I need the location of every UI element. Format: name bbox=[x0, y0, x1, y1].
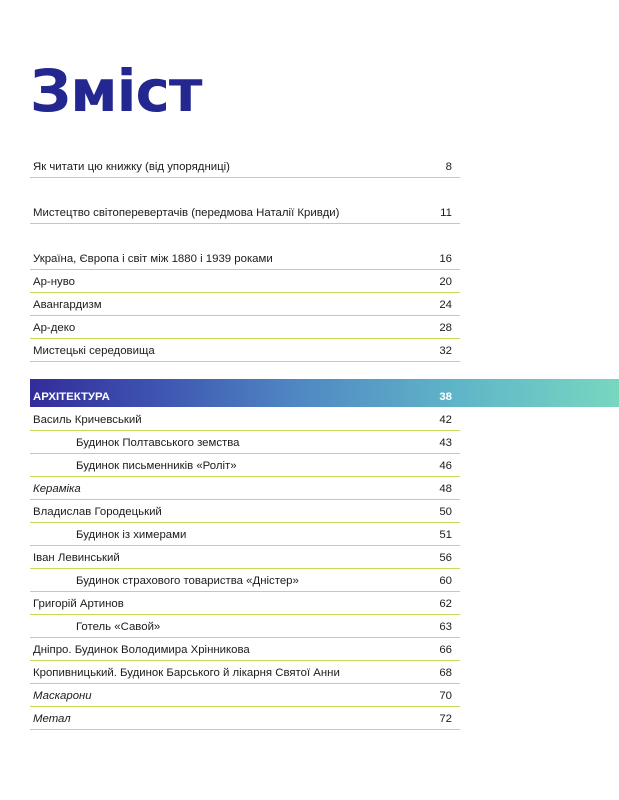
toc-entry-page: 11 bbox=[440, 206, 452, 219]
toc-entry-label: Дніпро. Будинок Володимира Хрінникова bbox=[33, 643, 250, 656]
toc-entry-label: Будинок Полтавського земства bbox=[76, 436, 240, 449]
toc-entry-label: Іван Левинський bbox=[33, 551, 120, 564]
toc-entry-page: 16 bbox=[439, 252, 452, 265]
toc-entry-topic[interactable] bbox=[30, 684, 460, 707]
toc-entry-page: 28 bbox=[439, 321, 452, 334]
toc-entry-label: Готель «Савой» bbox=[76, 620, 161, 633]
toc-subentry[interactable] bbox=[30, 569, 460, 592]
toc-entry-topic[interactable] bbox=[30, 707, 460, 730]
toc-entry-label: Будинок письменників «Роліт» bbox=[76, 459, 237, 472]
toc-entry-page: 50 bbox=[439, 505, 452, 518]
toc-entry-page: 72 bbox=[439, 712, 452, 725]
toc-entry-label: Ар-деко bbox=[33, 321, 76, 334]
toc-entry-page: 46 bbox=[439, 459, 452, 472]
toc-subentry[interactable] bbox=[30, 523, 460, 546]
section-header-page: 38 bbox=[439, 390, 452, 403]
toc-entry[interactable] bbox=[30, 201, 460, 224]
toc-entry[interactable] bbox=[30, 293, 460, 316]
toc-entry-page: 51 bbox=[439, 528, 452, 541]
toc-subentry[interactable] bbox=[30, 454, 460, 477]
toc-entry[interactable] bbox=[30, 500, 460, 523]
toc-entry[interactable] bbox=[30, 408, 460, 431]
toc-entry-page: 70 bbox=[439, 689, 452, 702]
toc-entry-label: Владислав Городецький bbox=[33, 505, 162, 518]
toc-entry-page: 56 bbox=[439, 551, 452, 564]
toc-entry-page: 24 bbox=[439, 298, 452, 311]
toc-entry[interactable] bbox=[30, 155, 460, 178]
toc-entry-label: Григорій Артинов bbox=[33, 597, 124, 610]
toc-entry-page: 20 bbox=[439, 275, 452, 288]
toc-entry-label: Будинок із химерами bbox=[76, 528, 187, 541]
toc-entry-page: 8 bbox=[445, 160, 452, 173]
toc-entry-page: 42 bbox=[439, 413, 452, 426]
toc-entry[interactable] bbox=[30, 316, 460, 339]
toc-entry[interactable] bbox=[30, 339, 460, 362]
toc-subentry[interactable] bbox=[30, 615, 460, 638]
toc-entry[interactable] bbox=[30, 638, 460, 661]
toc-entry-label: Україна, Європа і світ між 1880 і 1939 роками bbox=[33, 252, 273, 265]
toc-entry-page: 60 bbox=[439, 574, 452, 587]
toc-entry-topic[interactable] bbox=[30, 477, 460, 500]
toc-entry[interactable] bbox=[30, 247, 460, 270]
toc-entry-page: 62 bbox=[439, 597, 452, 610]
section-header-architecture[interactable] bbox=[30, 384, 460, 407]
toc-entry[interactable] bbox=[30, 661, 460, 684]
toc-entry-label: Авангардизм bbox=[33, 298, 102, 311]
toc-subentry[interactable] bbox=[30, 431, 460, 454]
toc-entry-label: Кропивницький. Будинок Барського й лікарня Святої Анни bbox=[33, 666, 340, 679]
toc-entry-label: Маскарони bbox=[33, 689, 92, 702]
toc-entry-label: Кераміка bbox=[33, 482, 81, 495]
toc-entry-label: Як читати цю книжку (від упорядниці) bbox=[33, 160, 230, 173]
toc-entry[interactable] bbox=[30, 592, 460, 615]
toc-entry-label: Мистецтво світоперевертачів (передмова Наталії Кривди) bbox=[33, 206, 340, 219]
toc-entry-page: 32 bbox=[439, 344, 452, 357]
toc-entry-label: Мистецькі середовища bbox=[33, 344, 155, 357]
toc-entry-page: 68 bbox=[439, 666, 452, 679]
toc-entry-label: Будинок страхового товариства «Дністер» bbox=[76, 574, 299, 587]
toc-entry-page: 66 bbox=[439, 643, 452, 656]
toc-entry-page: 48 bbox=[439, 482, 452, 495]
toc-entry-page: 63 bbox=[439, 620, 452, 633]
toc-entry-page: 43 bbox=[439, 436, 452, 449]
section-header-label: АРХІТЕКТУРА bbox=[33, 390, 110, 403]
toc-entry[interactable] bbox=[30, 270, 460, 293]
toc-entry-label: Василь Кричевський bbox=[33, 413, 142, 426]
page-title: Зміст bbox=[30, 57, 202, 125]
toc-entry-label: Ар-нуво bbox=[33, 275, 75, 288]
toc-entry-label: Метал bbox=[33, 712, 71, 725]
toc-entry[interactable] bbox=[30, 546, 460, 569]
